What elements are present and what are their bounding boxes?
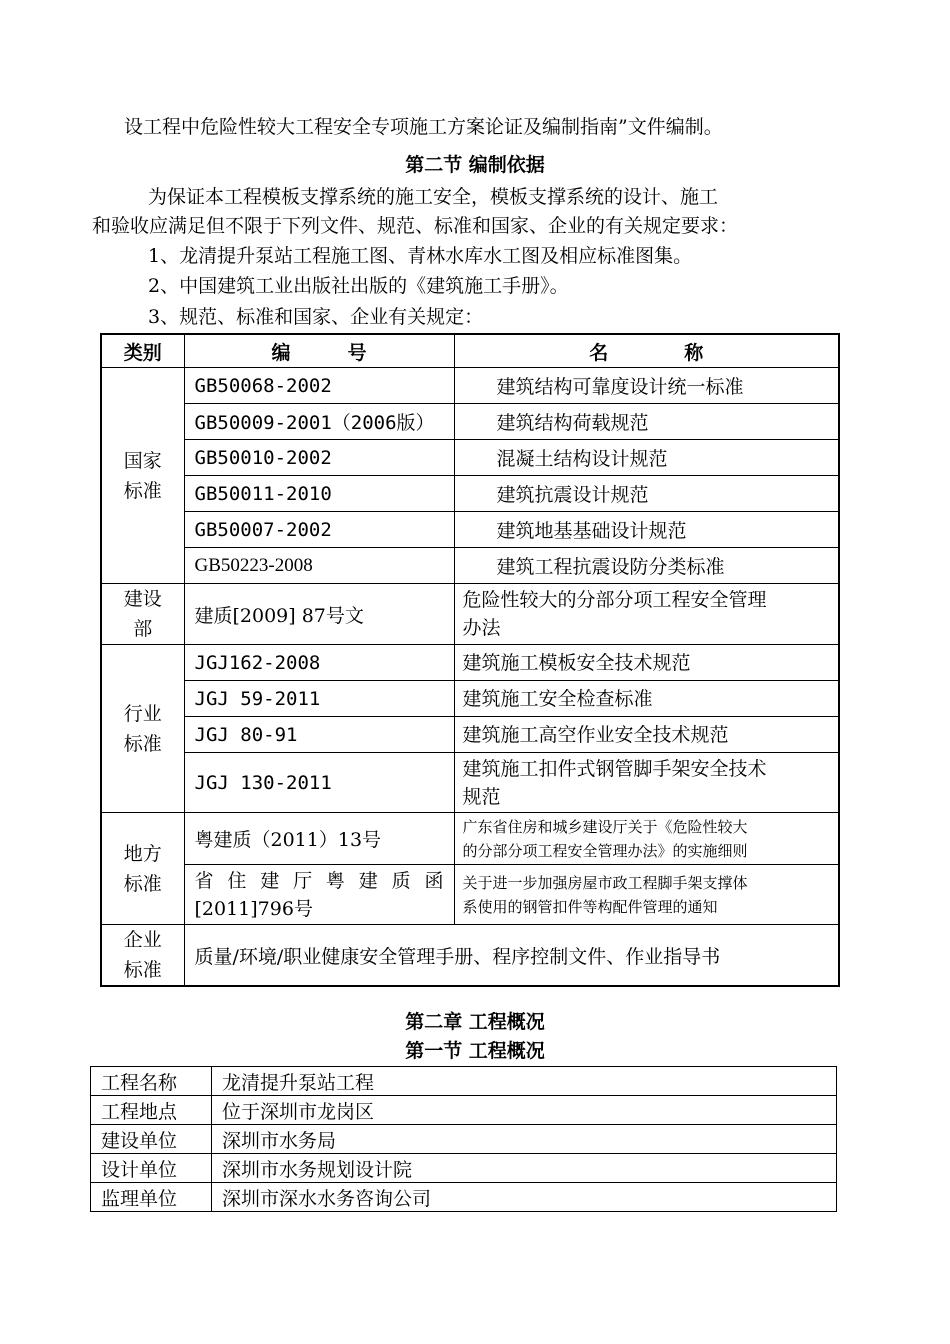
standards-table [100, 333, 840, 987]
name-cell: 危险性较大的分部分项工程安全管理 办法 [454, 584, 839, 645]
intro-paragraph-end: 设工程中危险性较大工程安全专项施工方案论证及编制指南”文件编制。 [124, 116, 723, 138]
code-cell: GB50007-2002 [184, 512, 454, 548]
name-cell: 建筑结构荷载规范 [454, 404, 839, 440]
table-row [101, 813, 839, 865]
basis-paragraph-line2: 和验收应满足但不限于下列文件、规范、标准和国家、企业的有关规定要求： [92, 215, 739, 237]
category-national: 国家 标准 [101, 368, 184, 584]
section-heading-basis: 第二节 编制依据 [405, 154, 545, 176]
header-name: 名 称 [454, 334, 839, 368]
name-cell: 建筑地基基础设计规范 [454, 512, 839, 548]
info-value: 深圳市水务局 [212, 1125, 837, 1154]
basis-paragraph-line1: 为保证本工程模板支撑系统的施工安全，模板支撑系统的设计、施工 [148, 186, 719, 208]
code-cell: 粤建质（2011）13号 [184, 813, 454, 865]
code-cell: JGJ 59-2011 [184, 681, 454, 717]
table-row [91, 1125, 837, 1154]
name-cell: 混凝土结构设计规范 [454, 440, 839, 476]
code-cell: 建质[2009] 87号文 [184, 584, 454, 645]
name-cell: 建筑抗震设计规范 [454, 476, 839, 512]
info-value: 深圳市深水水务咨询公司 [212, 1183, 837, 1212]
header-category: 类别 [101, 334, 184, 368]
table-row [91, 1067, 837, 1096]
name-cell: 建筑施工安全检查标准 [454, 681, 839, 717]
name-cell: 广东省住房和城乡建设厅关于《危险性较大 的分部分项工程安全管理办法》的实施细则 [454, 813, 839, 865]
table-row [101, 440, 839, 476]
project-info-table [90, 1066, 837, 1212]
table-row [101, 753, 839, 813]
code-cell: 省住建厅粤建质函 [2011]796号 [184, 865, 454, 925]
table-row [101, 865, 839, 925]
table-row [101, 681, 839, 717]
header-code: 编 号 [184, 334, 454, 368]
table-row [101, 925, 839, 987]
basis-item-3: 3、规范、标准和国家、企业有关规定： [148, 306, 484, 328]
table-header-row [101, 334, 839, 368]
code-cell: JGJ 80-91 [184, 717, 454, 753]
name-cell: 关于进一步加强房屋市政工程脚手架支撑体 系使用的钢管扣件等构配件管理的通知 [454, 865, 839, 925]
section-heading-overview: 第一节 工程概况 [405, 1040, 545, 1062]
enterprise-text: 质量/环境/职业健康安全管理手册、程序控制文件、作业指导书 [184, 925, 839, 987]
code-cell: JGJ162-2008 [184, 645, 454, 681]
table-row [101, 548, 839, 584]
info-value: 位于深圳市龙岗区 [212, 1096, 837, 1125]
table-row [101, 717, 839, 753]
name-cell: 建筑施工扣件式钢管脚手架安全技术 规范 [454, 753, 839, 813]
category-ministry: 建设 部 [101, 584, 184, 645]
basis-item-1: 1、龙清提升泵站工程施工图、青林水库水工图及相应标准图集。 [148, 245, 693, 267]
info-value: 深圳市水务规划设计院 [212, 1154, 837, 1183]
table-row [101, 584, 839, 645]
code-cell: JGJ 130-2011 [184, 753, 454, 813]
info-label: 监理单位 [91, 1183, 212, 1212]
info-label: 工程名称 [91, 1067, 212, 1096]
category-industry: 行业 标准 [101, 645, 184, 813]
table-row [101, 368, 839, 404]
table-row [91, 1154, 837, 1183]
basis-item-2: 2、中国建筑工业出版社出版的《建筑施工手册》。 [148, 275, 569, 297]
category-enterprise: 企业 标准 [101, 925, 184, 987]
chapter-heading: 第二章 工程概况 [405, 1011, 545, 1033]
code-cell: GB50068-2002 [184, 368, 454, 404]
category-local: 地方 标准 [101, 813, 184, 925]
code-cell: GB50223-2008 [184, 548, 454, 584]
name-cell: 建筑工程抗震设防分类标准 [454, 548, 839, 584]
name-cell: 建筑结构可靠度设计统一标准 [454, 368, 839, 404]
table-row [101, 512, 839, 548]
table-row [101, 476, 839, 512]
table-row [101, 404, 839, 440]
info-label: 建设单位 [91, 1125, 212, 1154]
table-row [91, 1183, 837, 1212]
table-row [101, 645, 839, 681]
code-cell: GB50010-2002 [184, 440, 454, 476]
table-row [91, 1096, 837, 1125]
name-cell: 建筑施工高空作业安全技术规范 [454, 717, 839, 753]
info-label: 设计单位 [91, 1154, 212, 1183]
code-cell: GB50011-2010 [184, 476, 454, 512]
code-cell: GB50009-2001（2006版） [184, 404, 454, 440]
name-cell: 建筑施工模板安全技术规范 [454, 645, 839, 681]
info-label: 工程地点 [91, 1096, 212, 1125]
info-value: 龙清提升泵站工程 [212, 1067, 837, 1096]
